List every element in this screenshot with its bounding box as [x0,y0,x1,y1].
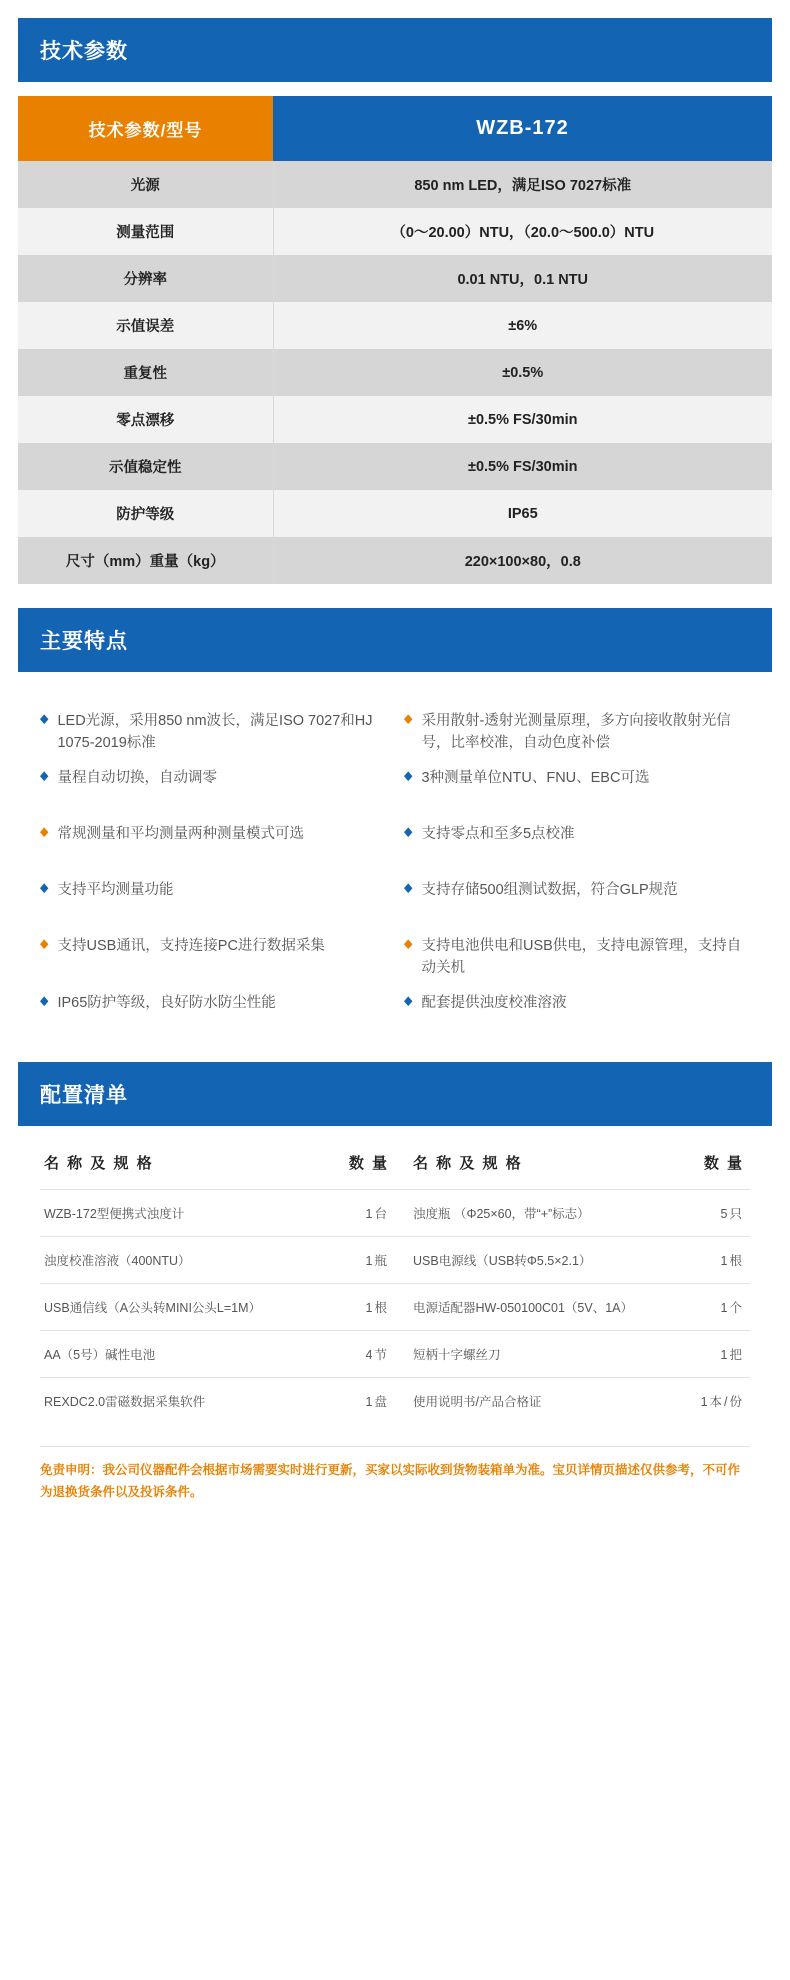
config-item-name: 浊度校准溶液（400NTU） [40,1236,329,1283]
list-item [404,929,750,986]
config-item-name: USB电源线（USB转Φ5.5×2.1） [395,1236,684,1283]
section-header-features: 主要特点 [18,608,772,672]
config-item-name: 使用说明书/产品合格证 [395,1377,684,1424]
list-item [40,761,386,817]
diamond-bullet-icon: ◆ [40,768,49,783]
spec-label: 光源 [18,161,273,208]
spec-header-parameter: 技术参数/型号 [18,96,273,161]
config-table-head [40,1142,750,1190]
spec-table [18,96,772,584]
table-row [40,1236,750,1283]
config-item-qty: 5只 [684,1189,750,1236]
list-item [404,817,750,873]
feature-text: LED光源，采用850 nm波长，满足ISO 7027和HJ 1075-2019标准 [57,713,373,752]
feature-text: 支持零点和至多5点校准 [421,825,575,842]
feature-text: 支持平均测量功能 [57,881,174,898]
table-row [40,1283,750,1330]
table-row [18,490,772,537]
spec-label: 示值误差 [18,302,273,349]
table-row [18,349,772,396]
spec-label: 示值稳定性 [18,443,273,490]
spec-value: 220×100×80，0.8 [273,537,772,584]
diamond-bullet-icon: ◆ [404,712,413,726]
list-item [40,929,386,986]
config-item-qty: 4节 [329,1330,395,1377]
feature-text: 支持存储500组测试数据，符合GLP规范 [421,881,678,898]
spec-label: 防护等级 [18,490,273,537]
table-row [40,1189,750,1236]
list-item [40,986,386,1042]
feature-text: 支持电池供电和USB供电，支持电源管理，支持自动关机 [421,937,742,977]
list-item [404,704,750,761]
spec-value: ±0.5% FS/30min [273,396,772,443]
list-item [40,873,386,929]
config-item-name: WZB-172型便携式浊度计 [40,1189,329,1236]
diamond-bullet-icon: ◆ [40,936,49,951]
diamond-bullet-icon: ◆ [40,993,49,1008]
spec-value: （0～20.00）NTU，（20.0～500.0）NTU [273,208,772,255]
diamond-bullet-icon: ◆ [40,824,49,839]
diamond-bullet-icon: ◆ [404,936,413,951]
table-row [18,255,772,302]
config-item-qty: 1个 [684,1283,750,1330]
table-row [18,443,772,490]
table-row [18,302,772,349]
feature-text: 支持USB通讯，支持连接PC进行数据采集 [57,937,325,954]
config-item-name: REXDC2.0雷磁数据采集软件 [40,1377,329,1424]
config-header-name-right: 名 称 及 规 格 [413,1154,523,1172]
config-item-qty: 1根 [684,1236,750,1283]
config-item-qty: 1本/份 [684,1377,750,1424]
list-item [404,986,750,1042]
config-item-qty: 1瓶 [329,1236,395,1283]
config-table [40,1142,750,1424]
diamond-bullet-icon: ◆ [40,880,49,895]
spec-table-header-row [18,96,772,161]
feature-text: IP65防护等级，良好防水防尘性能 [57,994,276,1011]
spec-table-head [18,96,772,161]
feature-text: 采用散射-透射光测量原理，多方向接收散射光信号，比率校准，自动色度补偿 [421,713,731,752]
spec-value: IP65 [273,490,772,537]
config-header-name-left: 名 称 及 规 格 [44,1154,154,1172]
config-item-name: 短柄十字螺丝刀 [395,1330,684,1377]
section-header-spec: 技术参数 [18,18,772,82]
spec-label: 分辨率 [18,255,273,302]
table-row [18,208,772,255]
diamond-bullet-icon: ◆ [40,712,49,726]
spec-header-model: WZB-172 [273,96,772,161]
spec-table-body [18,161,772,584]
config-item-name: AA（5号）碱性电池 [40,1330,329,1377]
diamond-bullet-icon: ◆ [404,880,413,895]
spec-value: ±0.5% [273,349,772,396]
diamond-bullet-icon: ◆ [404,993,413,1008]
config-item-qty: 1台 [329,1189,395,1236]
feature-text: 量程自动切换，自动调零 [57,769,217,786]
config-item-qty: 1根 [329,1283,395,1330]
feature-text: 3种测量单位NTU、FNU、EBC可选 [421,769,650,786]
config-header-qty-left: 数 量 [348,1154,389,1172]
config-item-name: 电源适配器HW-050100C01（5V、1A） [395,1283,684,1330]
diamond-bullet-icon: ◆ [404,824,413,839]
config-item-name: 浊度瓶 （Φ25×60，带“+”标志） [395,1189,684,1236]
spec-label: 零点漂移 [18,396,273,443]
spec-value: 0.01 NTU，0.1 NTU [273,255,772,302]
table-row [40,1377,750,1424]
list-item [404,761,750,817]
table-row [18,161,772,208]
list-item [404,873,750,929]
spec-label: 重复性 [18,349,273,396]
config-table-header-row [40,1142,750,1190]
spec-label: 尺寸（mm）重量（kg） [18,537,273,584]
config-table-body [40,1189,750,1424]
section-header-config: 配置清单 [18,1062,772,1126]
config-item-qty: 1盘 [329,1377,395,1424]
spec-label: 测量范围 [18,208,273,255]
config-header-qty-right: 数 量 [703,1154,744,1172]
config-item-qty: 1把 [684,1330,750,1377]
feature-text: 常规测量和平均测量两种测量模式可选 [57,825,304,842]
disclaimer-text: 免责申明：我公司仪器配件会根据市场需要实时进行更新，买家以实际收到货物装箱单为准。宝贝详情页描述仅供参考，不可作为退换货条件以及投诉条件。 [40,1446,750,1510]
config-list [18,1126,772,1432]
table-row [40,1330,750,1377]
table-row [18,396,772,443]
list-item [40,817,386,873]
spec-value: 850 nm LED，满足ISO 7027标准 [273,161,772,208]
config-item-name: USB通信线（A公头转MINI公头L=1M） [40,1283,329,1330]
spec-value: ±6% [273,302,772,349]
list-item [40,704,386,761]
spec-value: ±0.5% FS/30min [273,443,772,490]
feature-text: 配套提供浊度校准溶液 [421,994,567,1011]
table-row [18,537,772,584]
diamond-bullet-icon: ◆ [404,768,413,783]
features-list [18,686,772,1056]
